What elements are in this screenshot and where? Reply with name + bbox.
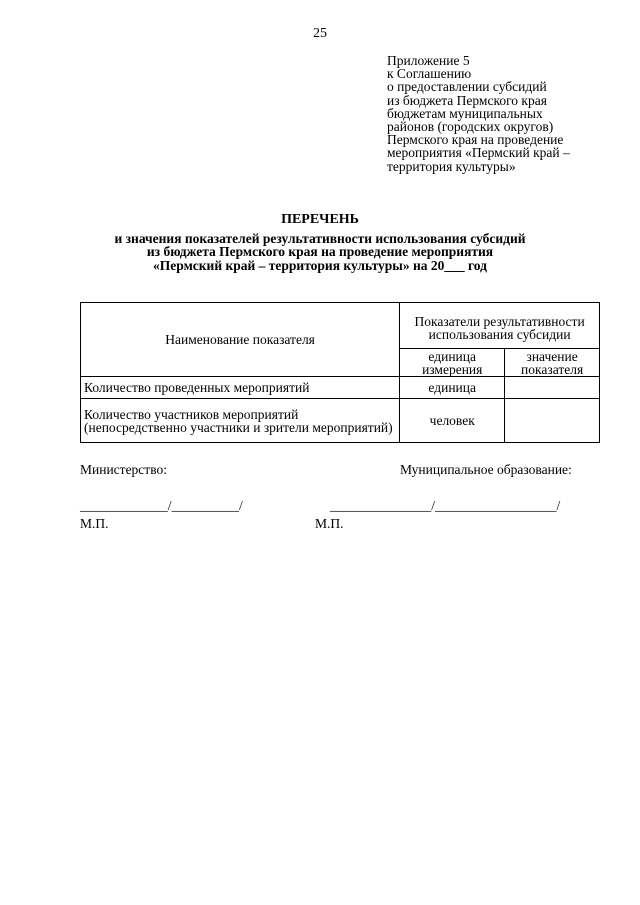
header-unit-cell: единица измерения (400, 349, 505, 377)
indicators-table (80, 302, 600, 443)
row-unit-cell: единица (400, 377, 505, 399)
table-header-row (81, 303, 600, 349)
appendix-line: Приложение 5 (387, 53, 470, 68)
header-name-cell: Наименование показателя (81, 303, 400, 377)
ministry-signature-line: _____________/__________/ (80, 498, 243, 513)
row-unit-cell: человек (400, 399, 505, 443)
subtitle-line: из бюджета Пермского края на проведение мероприятия (146, 244, 494, 260)
document-title: ПЕРЕЧЕНЬ (281, 212, 359, 227)
ministry-label: Министерство: (80, 462, 167, 477)
appendix-line: мероприятия «Пермский край – (387, 145, 570, 161)
ministry-stamp-label: М.П. (80, 516, 109, 531)
appendix-line: о предоставлении субсидий (387, 79, 547, 95)
subtitle-line: и значения показателей результативности использования субсидий (114, 231, 526, 246)
appendix-line: районов (городских округов) (387, 119, 554, 135)
row-value-cell[interactable] (505, 399, 600, 443)
appendix-line: бюджетам муниципальных (387, 105, 543, 121)
table-row (81, 399, 600, 443)
appendix-line: территория культуры» (387, 158, 516, 174)
row-value-cell[interactable] (505, 377, 600, 399)
row-name-cell: Количество участников мероприятий (непосредственно участники и зрители мероприятий) (81, 399, 400, 443)
municipality-signature-line: _______________/__________________/ (330, 498, 561, 513)
subtitle-line: «Пермский край – территория культуры» на 20___ год (153, 257, 487, 273)
municipality-stamp-label: М.П. (315, 516, 344, 531)
appendix-line: к Соглашению (387, 66, 472, 82)
page-number: 25 (313, 26, 327, 41)
municipality-label: Муниципальное образование: (400, 462, 572, 477)
appendix-line: из бюджета Пермского края (387, 92, 547, 108)
document-subtitle (0, 232, 640, 272)
row-name-cell: Количество проведенных мероприятий (81, 377, 400, 399)
table-row (81, 377, 600, 399)
appendix-block (387, 54, 627, 173)
header-value-cell: значение показателя (505, 349, 600, 377)
header-group-cell: Показатели результативности использования субсидии (400, 303, 600, 349)
appendix-line: Пермского края на проведение (387, 132, 564, 148)
